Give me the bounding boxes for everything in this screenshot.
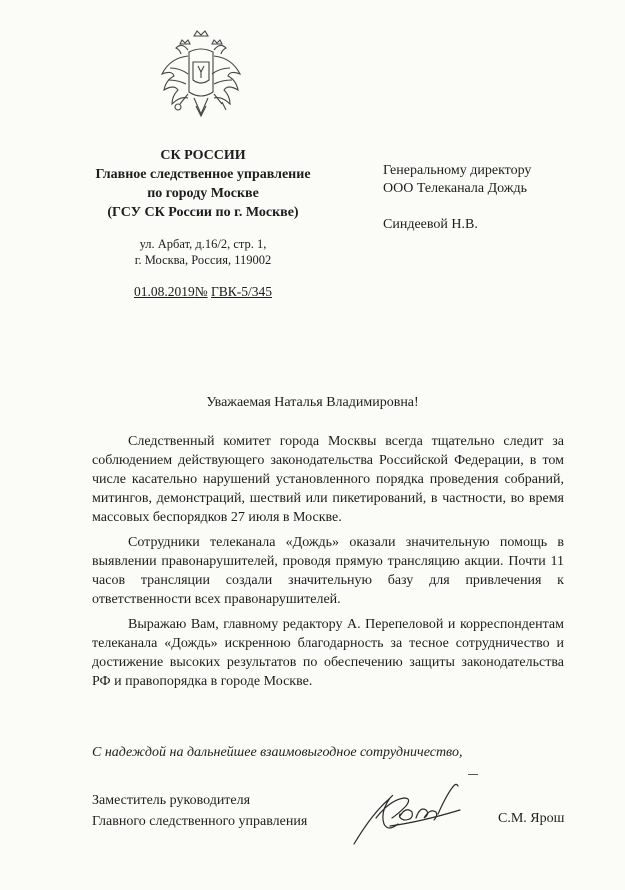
recipient-block: [383, 162, 531, 234]
address-line: г. Москва, Россия, 119002: [134, 253, 272, 267]
reference-line: [78, 284, 328, 300]
sender-block: [78, 146, 328, 300]
sender-address: [78, 236, 328, 268]
body-paragraph: Сотрудники телеканала «Дождь» оказали значительную помощь в выявлении правонарушителей, проводя прямую трансляцию акции. Почти 11 часов трансляции создали значительную базу для привлечения к ответственности всех правонарушителей.: [92, 535, 564, 607]
signer-name: С.М. Ярош: [498, 811, 565, 826]
org-line: Главное следственное управление: [95, 167, 311, 182]
recipient-name: Синдеевой Н.В.: [383, 217, 478, 232]
reference-number: ГВК-5/345: [210, 284, 273, 299]
signer-position-line: Главного следственного управления: [92, 814, 308, 829]
org-line: по городу Москве: [147, 186, 259, 201]
letter-body: [92, 432, 564, 697]
org-line: (ГСУ СК России по г. Москве): [107, 205, 299, 220]
recipient-line: Генеральному директору: [383, 163, 532, 178]
sender-organization: [78, 146, 328, 222]
greeting: Уважаемая Наталья Владимировна!: [206, 395, 419, 410]
body-paragraph: Следственный комитет города Москвы всегда тщательно следит за соблюдением действующего законодательства Российской Федерации, в том числе касательно нарушений установленного порядка проведения собраний, митингов, демонстраций, шествий или пикетирований, в частности, во время массовых беспорядков 27 июля в Москве.: [92, 434, 564, 525]
org-line: СК РОССИИ: [160, 148, 246, 163]
signer-position-line: Заместитель руководителя: [92, 793, 251, 808]
handwritten-signature: [350, 778, 470, 850]
recipient-line: ООО Телеканала Дождь: [383, 181, 527, 196]
coat-of-arms-emblem: [158, 28, 244, 126]
closing-phrase: С надеждой на дальнейшее взаимовыгодное сотрудничество,: [92, 745, 463, 760]
body-paragraph: Выражаю Вам, главному редактору А. Перепеловой и корреспондентам телеканала «Дождь» искренною благодарность за тесное сотрудничество и достижение высоких результатов по обеспечению защиты законодательства РФ и правопорядка в городе Москве.: [92, 617, 564, 689]
divider: [468, 774, 478, 775]
reference-date: 01.08.2019: [133, 284, 195, 299]
signer-position: [92, 790, 307, 832]
reference-number-sign: №: [194, 284, 208, 299]
address-line: ул. Арбат, д.16/2, стр. 1,: [139, 237, 267, 251]
